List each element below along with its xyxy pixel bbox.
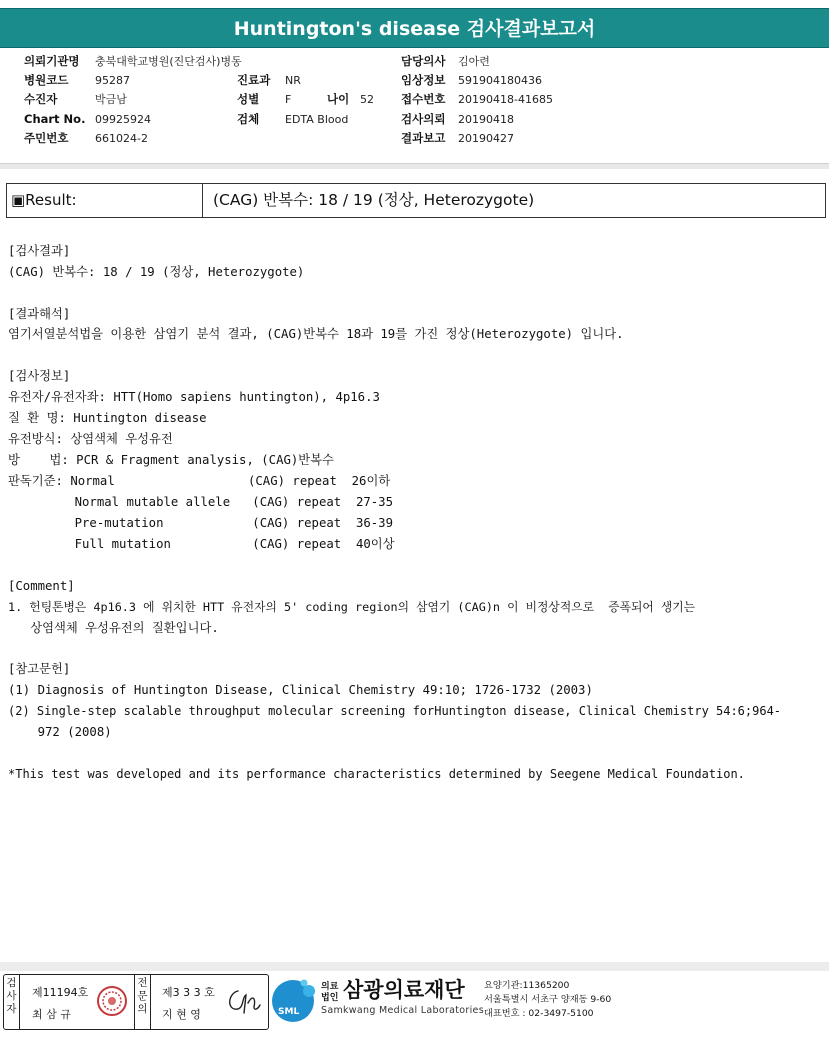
value-specimen: EDTA Blood [285, 113, 349, 126]
label-department: 진료과 [237, 73, 271, 87]
corp-code: 요양기관:11365200 [484, 980, 570, 991]
reference-line: 972 (2008) [8, 725, 112, 739]
signature-block [3, 974, 269, 1030]
value-accession-no: 20190418-41685 [458, 93, 553, 106]
label-chart-no: Chart No. [24, 112, 86, 126]
value-sex: F [285, 93, 292, 106]
test-info-line: 유전방식: 상염색체 우성유전 [8, 432, 173, 446]
seal-stamp [96, 985, 128, 1017]
result-value: (CAG) 반복수: 18 / 19 (정상, Heterozygote) [213, 191, 535, 209]
interpretation-heading: [결과해석] [8, 307, 71, 321]
specialist-vertical-text: 전 문 의 [137, 977, 148, 1015]
corp-english-name: Samkwang Medical Laboratories [321, 1005, 484, 1016]
interpretation-line: 염기서열분석법을 이용한 삼염기 분석 결과, (CAG)반복수 18과 19를 가진 정상(Heterozygote) 입니다. [8, 327, 624, 341]
inspector-license: 제11194호 [32, 986, 89, 999]
value-clinical-info: 591904180436 [458, 74, 542, 87]
test-info-line: Full mutation (CAG) repeat 40이상 [8, 537, 395, 551]
corp-prefix-2: 법인 [321, 993, 339, 1003]
result-summary-box [6, 183, 826, 218]
label-report-date: 결과보고 [401, 131, 446, 145]
label-specimen: 검체 [237, 112, 260, 126]
value-chart-no: 09925924 [95, 113, 151, 126]
label-age: 나이 [327, 92, 350, 106]
disclaimer: *This test was developed and its performance characteristics determined by Seegene Medical Foundation. [8, 767, 745, 781]
label-clinical-info: 임상정보 [401, 73, 446, 87]
footer-band [0, 962, 829, 971]
value-patient: 박금남 [95, 93, 127, 106]
specialist-signature [224, 983, 264, 1019]
patient-info [0, 52, 829, 152]
inspector-name: 최 삼 규 [32, 1008, 71, 1021]
sml-logo-icon [271, 977, 319, 1025]
value-hospital-code: 95287 [95, 74, 130, 87]
corp-name: 삼광의료재단 [343, 978, 465, 1002]
inspector-vertical-text: 검 사 자 [6, 977, 17, 1015]
value-department: NR [285, 74, 301, 87]
specialist-vertical-label [135, 975, 151, 1029]
specialist-name: 지 현 영 [162, 1008, 201, 1021]
label-sex: 성별 [237, 92, 260, 106]
value-referring-institution: 충북대학교병원(진단검사)병동 [95, 55, 242, 68]
value-report-date: 20190427 [458, 132, 514, 145]
result-label: ▣Result: [7, 184, 203, 217]
label-request-date: 검사의뢰 [401, 112, 446, 126]
specialist-license: 제3 3 3 호 [162, 986, 215, 999]
label-referring-institution: 의뢰기관명 [24, 54, 80, 68]
inspector-vertical-label [4, 975, 20, 1029]
test-result-heading: [검사결과] [8, 244, 71, 258]
label-patient: 수진자 [24, 92, 58, 106]
value-age: 52 [360, 93, 374, 106]
test-info-heading: [검사정보] [8, 369, 71, 383]
test-info-line: 방 법: PCR & Fragment analysis, (CAG)반복수 [8, 453, 334, 467]
corp-info [484, 979, 611, 1021]
references-heading: [참고문헌] [8, 662, 71, 676]
comment-heading: [Comment] [8, 579, 75, 593]
label-hospital-code: 병원코드 [24, 73, 69, 87]
sml-logo-badge: SML [278, 1007, 300, 1017]
test-info-line: Pre-mutation (CAG) repeat 36-39 [8, 516, 393, 530]
value-resident-no: 661024-2 [95, 132, 148, 145]
reference-line: (2) Single-step scalable throughput molecular screening forHuntington disease, Clinical Chemistry 54:6;964- [8, 704, 782, 718]
comment-line: 1. 헌팅톤병은 4p16.3 에 위치한 HTT 유전자의 5' coding region의 삼염기 (CAG)n 이 비정상적으로 증폭되어 생기는 [8, 600, 696, 614]
comment-line: 상염색체 우성유전의 질환입니다. [8, 621, 219, 635]
value-physician: 김아련 [458, 55, 490, 68]
corp-prefix-1: 의료 [321, 982, 339, 992]
section-divider [0, 163, 829, 169]
corp-phone: 대표번호 : 02-3497-5100 [484, 1008, 594, 1019]
test-result-line: (CAG) 반복수: 18 / 19 (정상, Heterozygote) [8, 265, 305, 279]
label-physician: 담당의사 [401, 54, 446, 68]
test-info-line: 질 환 명: Huntington disease [8, 411, 207, 425]
label-resident-no: 주민번호 [24, 131, 69, 145]
report-title: Huntington's disease 검사결과보고서 [233, 18, 596, 40]
report-title-bar [0, 8, 829, 48]
label-accession-no: 접수번호 [401, 92, 446, 106]
reference-line: (1) Diagnosis of Huntington Disease, Clinical Chemistry 49:10; 1726-1732 (2003) [8, 683, 593, 697]
test-info-line: Normal mutable allele (CAG) repeat 27-35 [8, 495, 393, 509]
test-info-line: 유전자/유전자좌: HTT(Homo sapiens huntington), 4p16.3 [8, 390, 380, 404]
test-info-line: 판독기준: Normal (CAG) repeat 26이하 [8, 474, 391, 488]
value-request-date: 20190418 [458, 113, 514, 126]
corp-address: 서울특별시 서초구 양재동 9-60 [484, 994, 612, 1005]
